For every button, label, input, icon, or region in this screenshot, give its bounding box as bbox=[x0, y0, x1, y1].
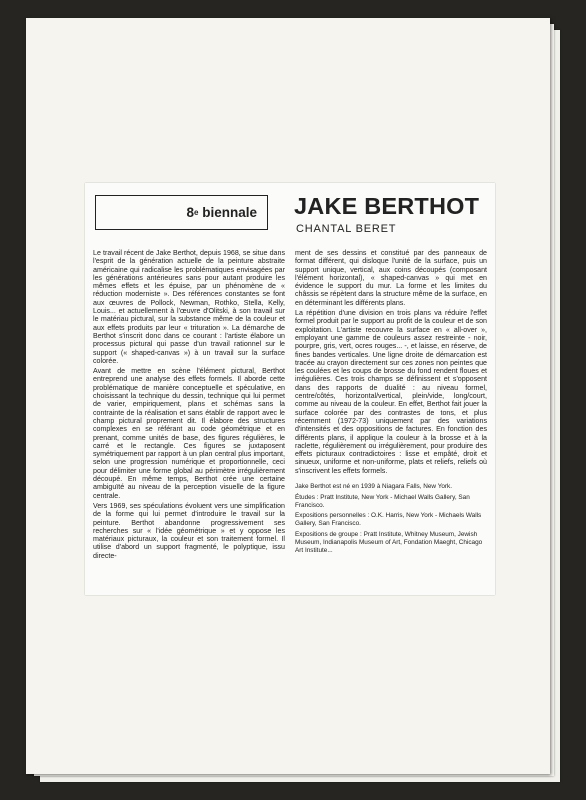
paragraph: Avant de mettre en scène l'élément pictural, Berthot entreprend une analyse des effets formels. Il aborde cette problématique de manière conceptuelle et spéculative, en choisissant la technique du dessin, technique qui lui permet de varier, empiriquement, plans et schémas sans la contrainte de la réalisation et sans établir de rapport avec le champ pictural proprement dit. Il élabore des structures complexes en se référant au code géométrique et en prenant, comme unités de base, des figures régulières, le carré et le rectangle. Ces figures se juxtaposent symétriquement par rapport à un plan central plus important, selon une progression numérique et proportionnelle, ceci pour délimiter une forme global au périmètre irrégulièrement découpé. En même temps, Berthot crée une certaine ambiguïté au niveau de la perception visuelle de la figure centrale. bbox=[93, 367, 285, 500]
biography bbox=[295, 483, 487, 554]
bio-line: Expositions de groupe : Pratt Institute, Whitney Museum, Jewish Museum, Indianapolis Museum of Art, Fondation Maeght, Chicago Art Institute... bbox=[295, 531, 483, 554]
biennale-number: 8 bbox=[186, 205, 195, 220]
newspaper-clipping bbox=[85, 183, 495, 595]
biennale-box bbox=[95, 195, 268, 230]
right-column bbox=[295, 249, 487, 557]
article-title: JAKE BERTHOT bbox=[294, 193, 480, 219]
biennale-superscript: e bbox=[194, 208, 199, 217]
article-author: CHANTAL BERET bbox=[296, 223, 397, 235]
bio-line: Jake Berthot est né en 1939 à Niagara Falls, New York. bbox=[295, 483, 453, 491]
paragraph: Vers 1969, ses spéculations évoluent vers une simplification de la forme qui lui permet d'introduire le travail sur la peinture. Berthot abandonne progressivement ses recherches sur « l'idée géométrique » et y oppose les matériaux picturaux, la couleur et son traitement formel. Il utilise d'abord un support fragmenté, le polyptique, issu directe- bbox=[93, 501, 285, 560]
bio-line: Études : Pratt Institute, New York - Michael Walls Gallery, San Francisco. bbox=[295, 493, 470, 509]
paragraph: Le travail récent de Jake Berthot, depuis 1968, se situe dans l'esprit de la génération actuelle de la peinture abstraite américaine qui radicalise les problématiques envisagées par les générations antérieures sans pour autant produire les mêmes effets et les épuise, par un phénomène de « réduction moderniste ». Des références constantes se font aux œuvres de Pollock, Newman, Rothko, Stella, Kelly, Louis... et actuellement à l'œuvre d'Olitski, à son travail sur le matériau pictural, sur la substance même de la couleur et aux effets produits par leur « trituration ». La démarche de Berthot s'inscrit donc dans ce courant : l'artiste élabore un processus pictural qui passe d'un travail rationnel sur le support (« shaped-canvas ») à un travail sur la surface colorée. bbox=[93, 249, 285, 365]
paragraph: La répétition d'une division en trois plans va réduire l'effet formel produit par le support au profit de la couleur et de son exploitation. L'artiste recouvre la surface en « all-over », employant une gamme de couleurs assez restreinte - noir, pourpre, gris, vert, ocres rouges... -, et laisse, en réserve, de fines bandes verticales. Une ligne droite de démarcation est tracée au crayon directement sur ces zones non peintes que les coulées et les coups de brosse du fond rendent floues et irrégulières. Ces trois champs se définissent et s'opposent dans des rapports de dualité : au niveau formel, centre/côtés, horizontal/vertical, plein/vide, long/court, comme au niveau de la couleur. En effet, Berthot fait jouer la surface colorée par des contrastes de tons, et plus récemment (1972-73) uniquement par des variations d'intensités et des oppositions de factures. En fonction des différents plans, il applique la couleur à la brosse et à la raclette, régulièrement ou irrégulièrement, pour produire des effets picturaux contradictoires : lisse et empâté, droit et sinueux, uniforme et non-uniforme, plats et reliefs, reliefs où s'inscrivent les effets formels. bbox=[295, 309, 487, 475]
biennale-word: biennale bbox=[202, 205, 257, 220]
left-column bbox=[93, 249, 285, 562]
paragraph: ment de ses dessins et constitué par des panneaux de format différent, qui disloque l'unité de la surface, puis un support unique, vertical, aux coins découpés (composant l'élément horizontal), « shaped-canvas » qui met en évidence le support du mur. La forme et les limites du châssis se répètent dans la structure même de la surface, en en déterminant les différents plans. bbox=[295, 249, 487, 307]
bio-line: Expositions personnelles : O.K. Harris, New York - Michaels Walls Gallery, San Francisco. bbox=[295, 512, 482, 528]
